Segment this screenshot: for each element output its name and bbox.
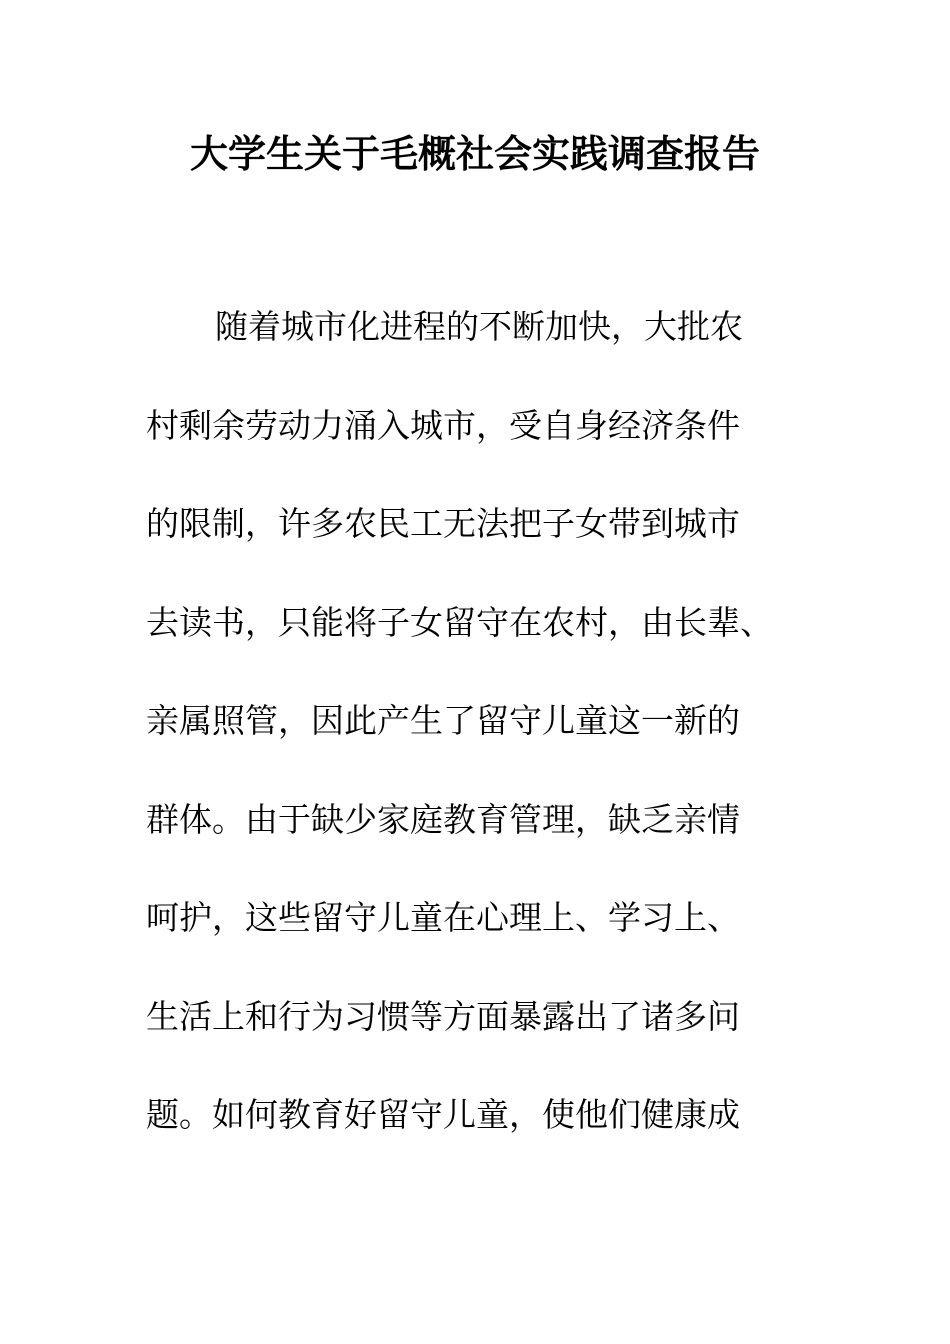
paragraph-line: 题。如何教育好留守儿童，使他们健康成: [146, 1095, 740, 1134]
paragraph-line: 村剩余劳动力涌入城市，受自身经济条件: [146, 405, 740, 445]
paragraph-line: 呵护，这些留守儿童在心理上、学习上、: [146, 898, 740, 937]
paragraph-line: 去读书，只能将子女留守在农村，由长辈、: [146, 602, 773, 642]
paragraph-line: 随着城市化进程的不断加快，大批农: [215, 307, 743, 346]
paragraph-line: 亲属照管，因此产生了留守儿童这一新的: [146, 701, 740, 740]
paragraph-line: 生活上和行为习惯等方面暴露出了诸多问: [146, 996, 740, 1036]
paragraph-line: 群体。由于缺少家庭教育管理，缺乏亲情: [146, 799, 740, 839]
paragraph-line: 的限制，许多农民工无法把子女带到城市: [146, 504, 740, 543]
document-title: 大学生关于毛概社会实践调查报告: [189, 132, 760, 176]
body-paragraph: [146, 300, 826, 1187]
